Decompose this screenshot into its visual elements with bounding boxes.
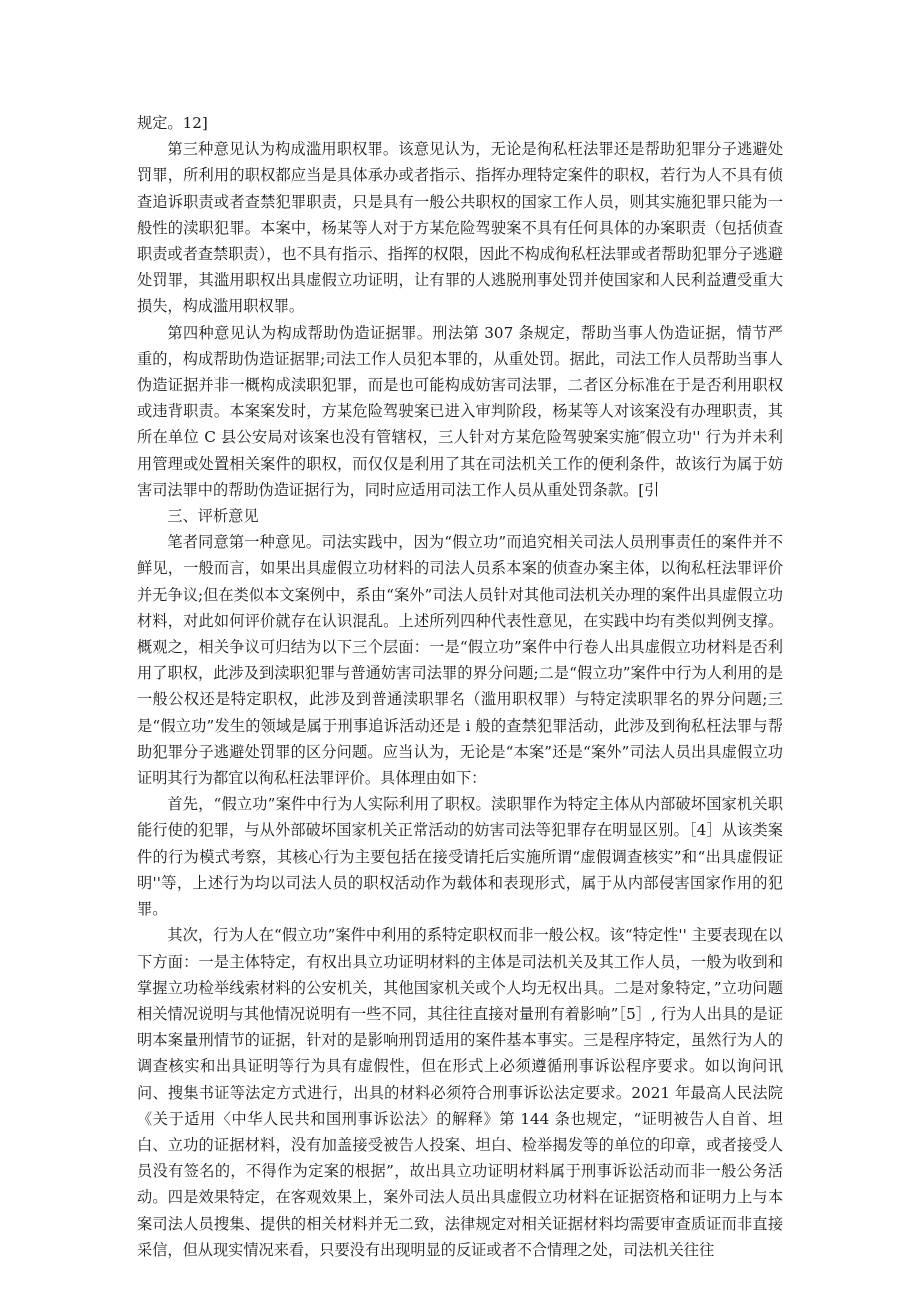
- section-heading: 三、评析意见: [167, 507, 259, 526]
- paragraph-second-reason: 其次，行为人在“假立功”案件中利用的系特定职权而非一般公权。该“特定性'' 主要表现在以下方面：一是主体特定，有权出具立功证明材料的主体是司法机关及其工作人员，一般为收到和掌握立功检举线索材料的公安机关，其他国家机关或个人均无权出具。二是对象特定，”立功问题相关情况说明与其他情况说明有一些不同，其往往直接对量刑有着影响”［5］, 行为人出具的是证明本案量刑情节的证据，针对的是影响刑罚适用的案件基本事实。三是程序特定，虽然行为人的调查核实和出具证明等行为具有虚假性，但在形式上必须遵循刑事诉讼程序要求。如以询问讯问、搜集书证等法定方式进行，出具的材料必须符合刑事诉讼法定要求。2021 年最高人民法院《关于适用〈中华人民共和国刑事诉讼法〉的解释》第 144 条也规定，“证明被告人自首、坦白、立功的证据材料，没有加盖接受被告人投案、坦白、检举揭发等的单位的印章，或者接受人员没有签名的，不得作为定案的根据”，故出具立功证明材料属于刑事诉讼活动而非一般公务活动。四是效果特定，在客观效果上，案外司法人员出具虚假立功材料在证据资格和证明力上与本案司法人员搜集、提供的相关材料并无二致，法律规定对相关证据材料均需要审查质证而非直接采信，但从现实情况来看，只要没有出现明显的反证或者不合情理之处，司法机关往往: [137, 926, 783, 1259]
- document-page: [137, 110, 783, 1263]
- paragraph-first-reason: 首先，“假立功”案件中行为人实际利用了职权。渎职罪作为特定主体从内部破坏国家机关职能行使的犯罪，与从外部破坏国家机关正常活动的妨害司法等犯罪存在明显区别。［4］从该类案件的行为模式考察，其核心行为主要包括在接受请托后实施所谓“虚假调查核实”和“出具虚假证明''等，上述行为均以司法人员的职权活动作为载体和表现形式，属于从内部侵害国家作用的犯罪。: [137, 795, 783, 919]
- paragraph-fourth-opinion: 第四种意见认为构成帮助伪造证据罪。刑法第 307 条规定，帮助当事人伪造证据，情节严重的，构成帮助伪造证据罪;司法工作人员犯本罪的，从重处罚。据此，司法工作人员帮助当事人伪造证据并非一概构成渎职犯罪，而是也可能构成妨害司法罪，二者区分标准在于是否利用职权或违背职责。本案案发时，方某危险驾驶案已进入审判阶段，杨某等人对该案没有办理职责，其所在单位 C 县公安局对该案也没有管辖权，三人针对方某危险驾驶案实施″假立功'' 行为并未利用管理或处置相关案件的职权，而仅仅是利用了其在司法机关工作的便利条件，故该行为属于妨害司法罪中的帮助伪造证据行为，同时应适用司法工作人员从重处罚条款。[引: [137, 323, 783, 499]
- paragraph-continuation: 规定。12]: [137, 114, 208, 132]
- paragraph-third-opinion: 第三种意见认为构成滥用职权罪。该意见认为，无论是徇私枉法罪还是帮助犯罪分子逃避处罚罪，所利用的职权都应当是具体承办或者指示、指挥办理特定案件的职权，若行为人不具有侦查追诉职责或者查禁犯罪职责，只是具有一般公共职权的国家工作人员，则其实施犯罪只能为一般性的渎职犯罪。本案中，杨某等人对于方某危险驾驶案不具有任何具体的办案职责（包括侦查职责或者查禁职责），也不具有指示、指挥的权限，因此不构成徇私枉法罪或者帮助犯罪分子逃避处罚罪，其滥用职权出具虚假立功证明，让有罪的人逃脱刑事处罚并使国家和人民利益遭受重大损失，构成滥用职权罪。: [137, 140, 783, 316]
- paragraph-author-view: 笔者同意第一种意见。司法实践中，因为“假立功”而追究相关司法人员刑事责任的案件并不鲜见，一般而言，如果出具虚假立功材料的司法人员系本案的侦查办案主体，以徇私枉法罪评价并无争议;但在类似本文案例中，系由“案外”司法人员针对其他司法机关办理的案件出具虚假立功材料，对此如何评价就存在认识混乱。上述所列四种代表性意见，在实践中均有类似判例支撑。概观之，相关争议可归结为以下三个层面：一是“假立功”案件中行卷人出具虚假立功材料是否利用了职权，此涉及到渎职犯罪与普通妨害司法罪的界分问题;二是“假立功”案件中行为人利用的是一般公权还是特定职权，此涉及到普通渎职罪名（滥用职权罪）与特定渎职罪名的界分问题;三是“假立功”发生的领域是属于刑事追诉活动还是 i 般的查禁犯罪活动，此涉及到徇私枉法罪与帮助犯罪分子逃避处罚罪的区分问题。应当认为，无论是“本案”还是“案外”司法人员出具虚假立功证明其行为都宜以徇私枉法罪评价。具体理由如下：: [137, 533, 783, 788]
